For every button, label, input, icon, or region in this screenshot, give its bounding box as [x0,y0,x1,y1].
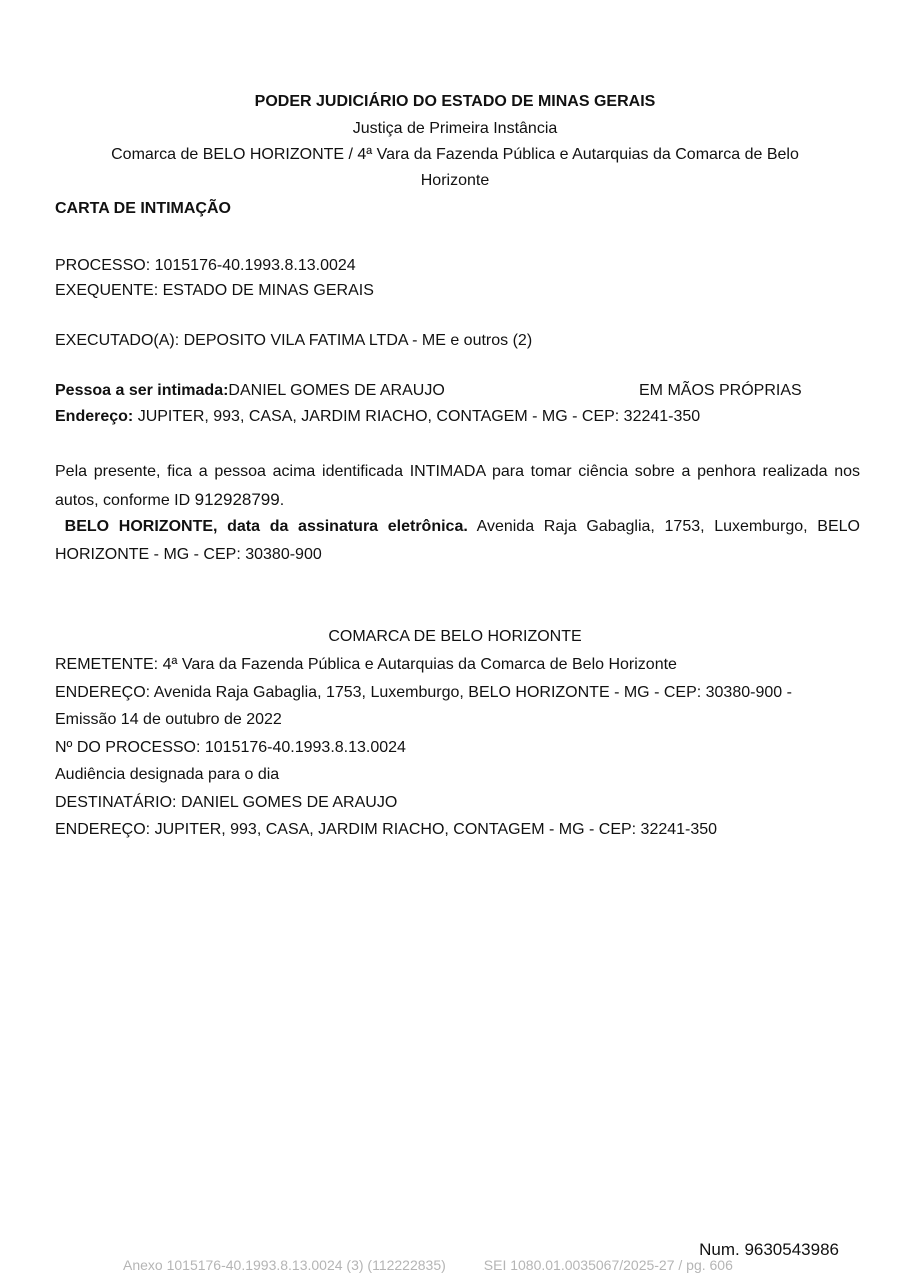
sender-address: ENDEREÇO: Avenida Raja Gabaglia, 1753, Luxemburgo, BELO HORIZONTE - MG - CEP: 30380-900 - [55,684,792,701]
body-text: Pela presente, fica a pessoa acima identificada INTIMADA para tomar ciência sobre a penhora realizada nos autos, conforme ID [55,463,860,509]
footer-stamp [123,1257,733,1273]
address-label: Endereço: [55,408,134,425]
recipient-name: DANIEL GOMES DE ARAUJO [228,382,445,399]
court-name: PODER JUDICIÁRIO DO ESTADO DE MINAS GERAIS [254,93,656,110]
document-title: CARTA DE INTIMAÇÃO [55,200,231,217]
exequente: EXEQUENTE: ESTADO DE MINAS GERAIS [55,282,374,299]
instance-name: Justiça de Primeira Instância [352,120,558,137]
process-number: Nº DO PROCESSO: 1015176-40.1993.8.13.0024 [55,739,406,756]
signature-block [55,513,860,569]
hearing-date: Audiência designada para o dia [55,766,280,783]
sei-reference: SEI 1080.01.0035067/2025-27 / pg. 606 [483,1257,733,1273]
document-number: Num. 9630543986 [699,1240,839,1259]
intimation-body [55,458,860,515]
sender: REMETENTE: 4ª Vara da Fazenda Pública e Autarquias da Comarca de Belo Horizonte [55,656,677,673]
delivery-mode: EM MÃOS PRÓPRIAS [639,382,802,399]
signature-place: BELO HORIZONTE, data da assinatura eletrônica. [64,518,468,535]
document-id: 912928799 [194,490,280,509]
case-number: PROCESSO: 1015176-40.1993.8.13.0024 [55,257,356,274]
signature-address: Avenida Raja Gabaglia, 1753, Luxemburgo, BELO HORIZONTE - MG - CEP: 30380-900 [55,518,860,563]
envelope-title: COMARCA DE BELO HORIZONTE [328,628,582,645]
recipient-label: Pessoa a ser intimada: [55,382,229,399]
addressee-address: ENDEREÇO: JUPITER, 993, CASA, JARDIM RIACHO, CONTAGEM - MG - CEP: 32241-350 [55,821,718,838]
body-text-end: . [279,492,285,509]
annex-reference: Anexo 1015176-40.1993.8.13.0024 (3) (112222835) [123,1257,446,1273]
executado: EXECUTADO(A): DEPOSITO VILA FATIMA LTDA - ME e outros (2) [55,332,533,349]
comarca-line-2: Horizonte [420,172,490,189]
recipient-address: JUPITER, 993, CASA, JARDIM RIACHO, CONTAGEM - MG - CEP: 32241-350 [133,408,701,425]
recipient-line [55,381,445,401]
comarca-line-1: Comarca de BELO HORIZONTE / 4ª Vara da Fazenda Pública e Autarquias da Comarca de Belo [111,146,799,163]
recipient-address-line [55,407,700,427]
addressee: DESTINATÁRIO: DANIEL GOMES DE ARAUJO [55,794,398,811]
issue-date: Emissão 14 de outubro de 2022 [55,711,282,728]
